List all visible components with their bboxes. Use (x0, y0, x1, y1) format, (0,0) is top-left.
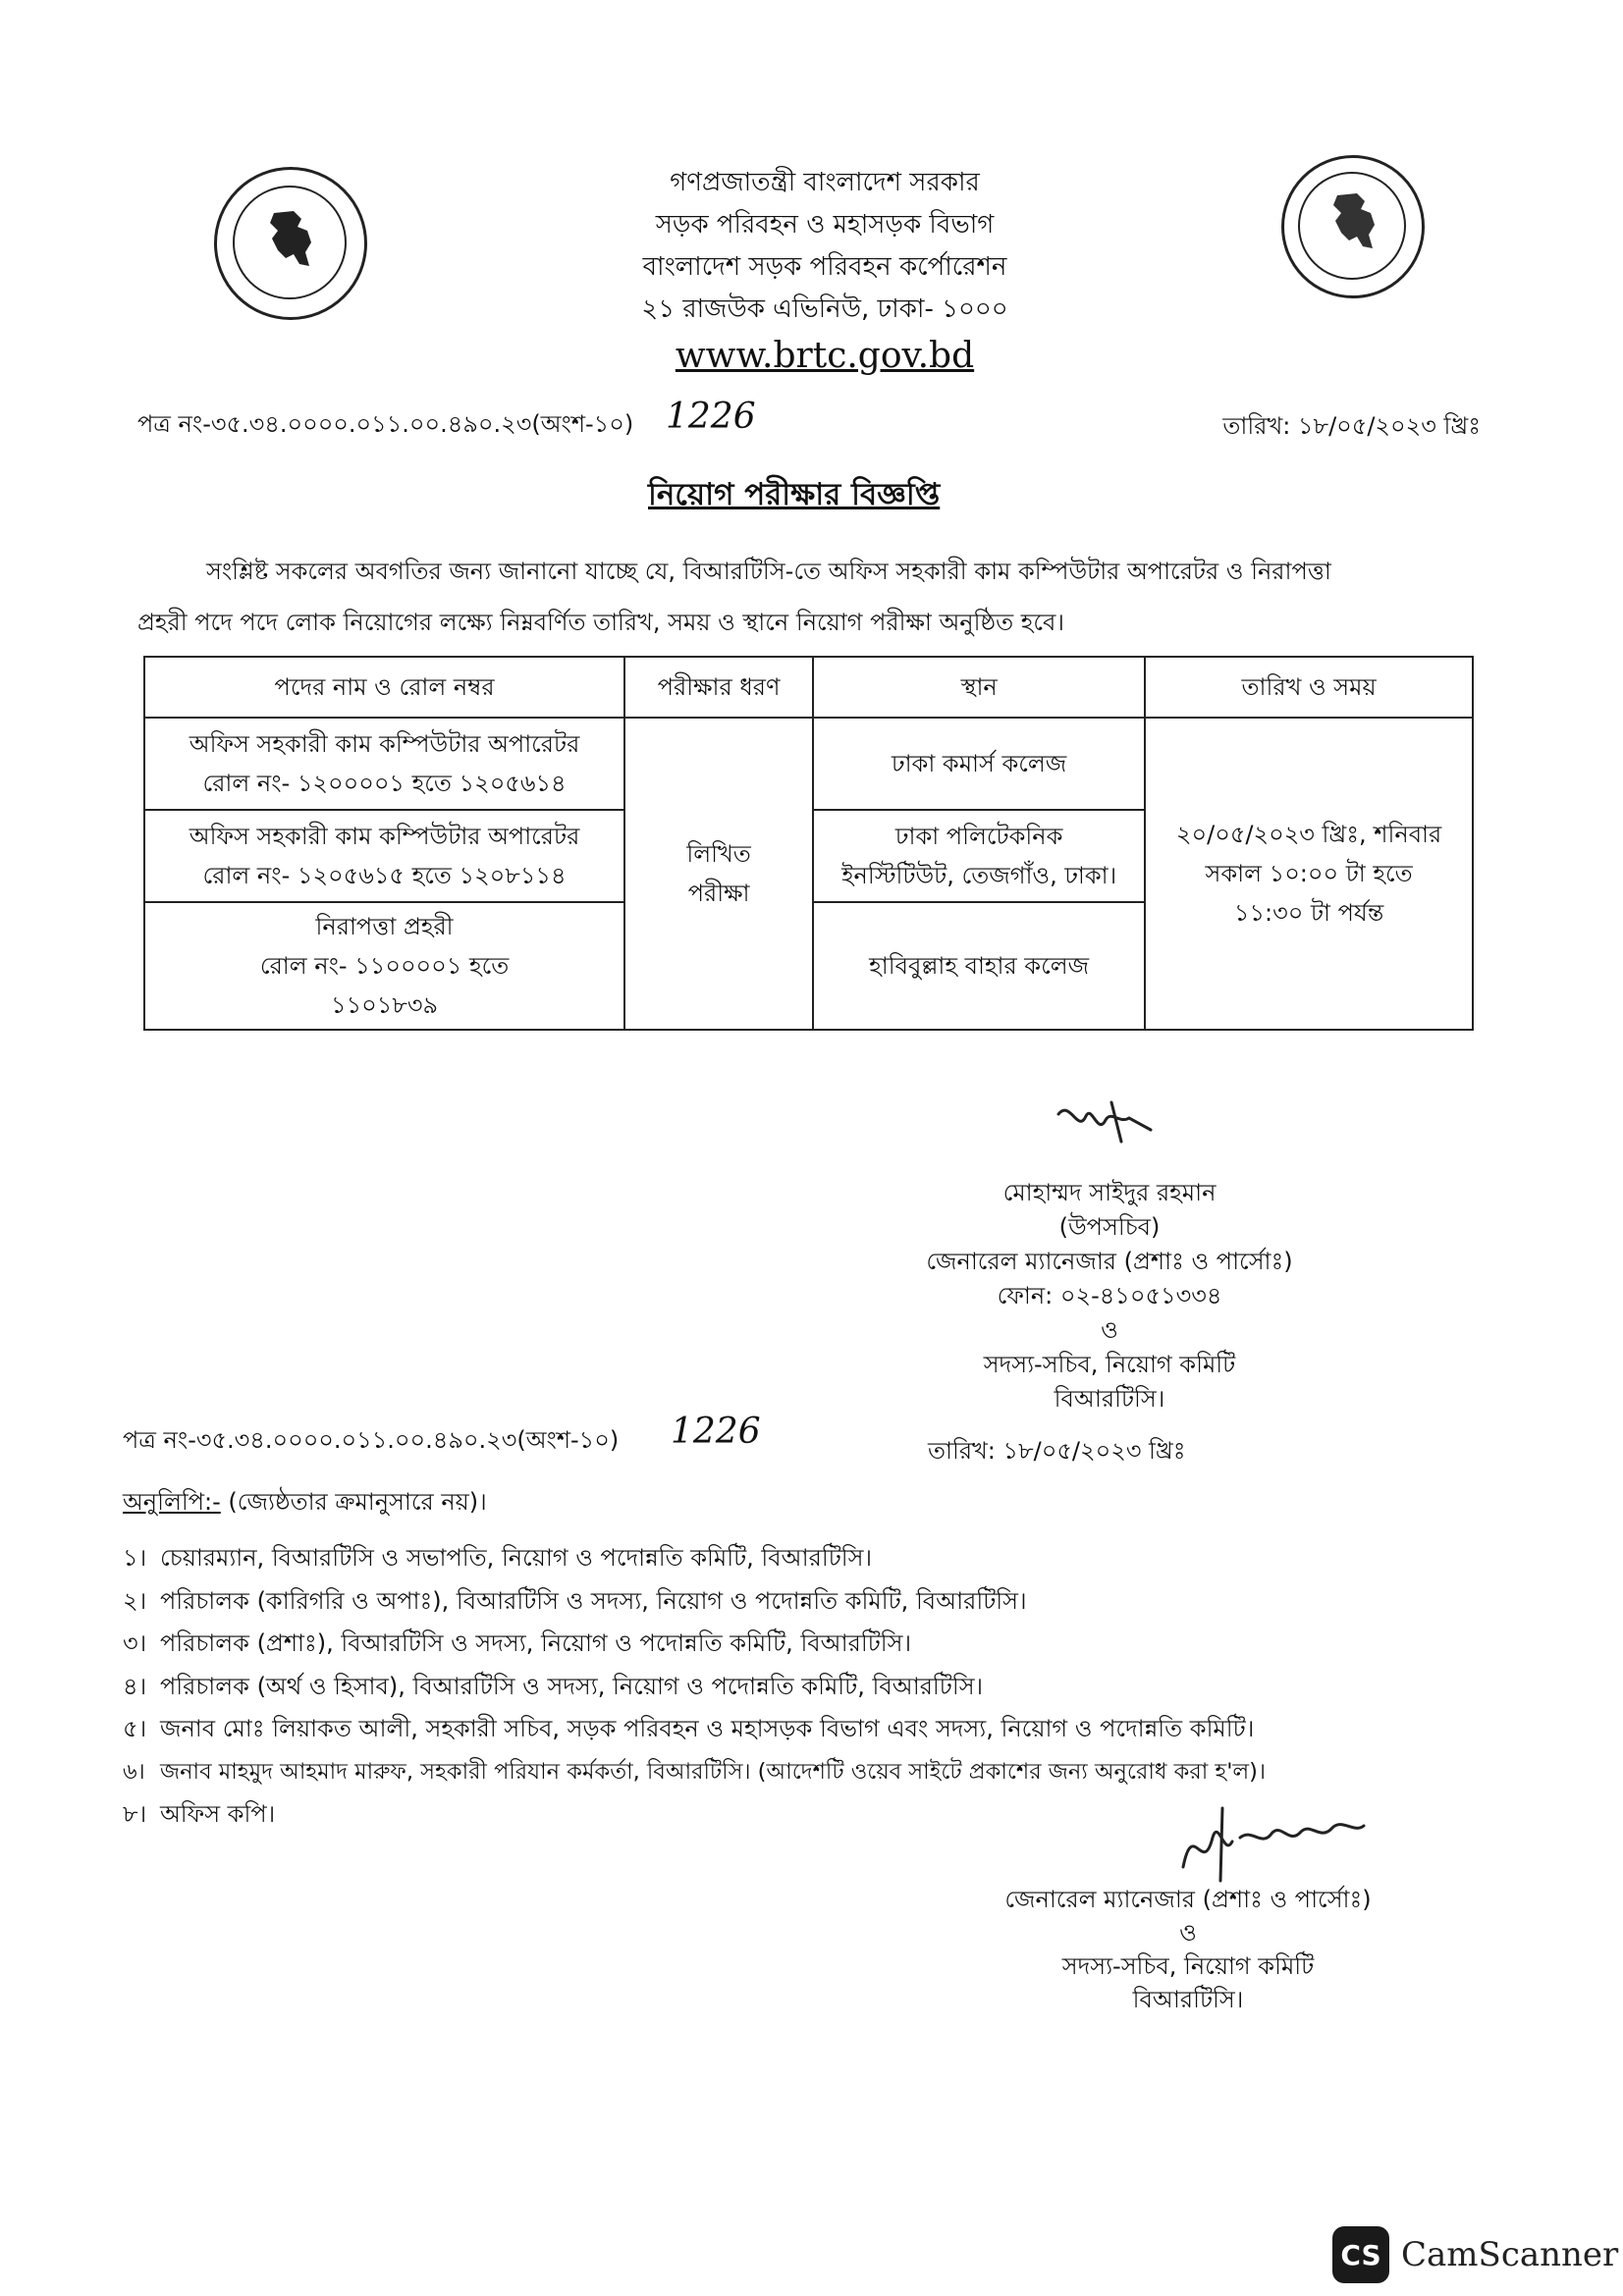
post-name: অফিস সহকারী কাম কম্পিউটার অপারেটর (189, 730, 580, 758)
exam-type-cell (624, 718, 813, 1030)
signature (1051, 1095, 1159, 1153)
bangladesh-map-icon (264, 209, 315, 270)
camscanner-label: CamScanner (1401, 2235, 1619, 2274)
table-header-row (144, 657, 1473, 718)
post-cell (144, 718, 624, 810)
venue-cell: ঢাকা কমার্স কলেজ (813, 718, 1145, 810)
venue-line-1: ঢাকা পলিটেকনিক (894, 823, 1063, 850)
header-line-1: গণপ্রজাতন্ত্রী বাংলাদেশ সরকার (670, 168, 980, 197)
memo-date-copy: তারিখ: ১৮/০৫/২০২৩ খ্রিঃ (928, 1437, 1186, 1465)
post-cell (144, 810, 624, 902)
signatory-and: ও (1101, 1316, 1118, 1344)
post-cell (144, 902, 624, 1030)
header-line-4: ২১ রাজউক এভিনিউ, ঢাকা- ১০০০ (641, 294, 1008, 324)
copies-note: (জ্যেষ্ঠতার ক্রমানুসারে নয়)। (228, 1488, 487, 1516)
exam-end-time: ১১:৩০ টা পর্যন্ত (1233, 899, 1384, 927)
venue-cell (813, 810, 1145, 902)
government-seal-left (214, 167, 367, 320)
handwritten-memo-number: 1226 (666, 397, 756, 437)
list-item: ৪। পরিচালক (অর্থ ও হিসাব), বিআরটিসি ও সদস্য, নিয়োগ ও পদোন্নতি কমিটি, বিআরটিসি। (123, 1672, 984, 1700)
signatory-phone: ফোন: ০২-৪১০৫১৩৩৪ (997, 1282, 1222, 1309)
letterhead (511, 162, 1139, 380)
exam-schedule-table (143, 656, 1474, 1031)
copy-signatory-designation: জেনারেল ম্যানেজার (প্রশাঃ ও পার্সোঃ) (1004, 1886, 1372, 1913)
signature-with-date (1163, 1798, 1370, 1887)
header-post-roll: পদের নাম ও রোল নম্বর (144, 657, 624, 718)
intro-line-1: সংশ্লিষ্ট সকলের অবগতির জন্য জানানো যাচ্ছে যে, বিআরটিসি-তে অফিস সহকারী কাম কম্পিউটার অপারেটর ও নিরাপত্তা (206, 558, 1331, 585)
roll-range: রোল নং- ১২০৫৬১৫ হতে ১২০৮১১৪ (202, 862, 567, 889)
notice-intro (137, 546, 1488, 648)
list-item: ২। পরিচালক (কারিগরি ও অপাঃ), বিআরটিসি ও সদস্য, নিয়োগ ও পদোন্নতি কমিটি, বিআরটিসি। (123, 1586, 1027, 1615)
signatory-name: মোহাম্মদ সাইদুর রহমান (1002, 1179, 1217, 1206)
date-time-cell (1145, 718, 1473, 1030)
memo-date: তারিখ: ১৮/০৫/২০২৩ খ্রিঃ (1222, 412, 1481, 440)
handwritten-memo-number-copy: 1226 (671, 1412, 761, 1452)
header-venue: স্থান (813, 657, 1145, 718)
copies-list (123, 1537, 1266, 1837)
list-item: ১। চেয়ারম্যান, বিআরটিসি ও সভাপতি, নিয়োগ ও পদোন্নতি কমিটি, বিআরটিসি। (123, 1544, 873, 1572)
signatory-designation: জেনারেল ম্যানেজার (প্রশাঃ ও পার্সোঃ) (926, 1248, 1293, 1275)
copies-heading (123, 1484, 487, 1523)
header-exam-type: পরীক্ষার ধরণ (624, 657, 813, 718)
list-item: ৬। জনাব মাহমুদ আহমাদ মারুফ, সহকারী পরিযান কর্মকর্তা, বিআরটিসি। (আদেশটি ওয়েব সাইটে প্রকাশের জন্য অনুরোধ করা হ'ল)। (123, 1758, 1266, 1785)
camscanner-logo-icon: CS (1332, 2226, 1389, 2283)
signatory-rank: (উপসচিব) (1058, 1213, 1161, 1241)
list-item: ৩। পরিচালক (প্রশাঃ), বিআরটিসি ও সদস্য, নিয়োগ ও পদোন্নতি কমিটি, বিআরটিসি। (123, 1629, 912, 1657)
copies-label: অনুলিপি:- (123, 1488, 221, 1516)
exam-type-line-2: পরীক্ষা (687, 880, 750, 907)
roll-range-line-2: ১১০১৮৩৯ (331, 991, 439, 1019)
bangladesh-map-icon (1325, 189, 1379, 254)
venue-line-2: ইনস্টিটিউট, তেজগাঁও, ঢাকা। (841, 862, 1117, 889)
intro-line-2: প্রহরী পদে পদে লোক নিয়োগের লক্ষ্যে নিম্নবর্ণিত তারিখ, সময় ও স্থানে নিয়োগ পরীক্ষা অনুষ্ঠিত হবে। (137, 609, 1064, 636)
copy-signatory-org: বিআরটিসি। (1132, 1986, 1244, 2013)
table-row (144, 718, 1473, 810)
exam-type-line-1: লিখিত (686, 840, 751, 868)
roll-range: রোল নং- ১২০০০০১ হতে ১২০৫৬১৪ (202, 770, 567, 797)
copy-signatory-member: সদস্য-সচিব, নিয়োগ কমিটি (1061, 1952, 1315, 1980)
venue-cell: হাবিবুল্লাহ বাহার কলেজ (813, 902, 1145, 1030)
roll-range-line-1: রোল নং- ১১০০০০১ হতে (259, 952, 510, 980)
header-line-2: সড়ক পরিবহন ও মহাসড়ক বিভাগ (655, 210, 995, 240)
memo-reference: পত্র নং-৩৫.৩৪.০০০০.০১১.০০.৪৯০.২৩(অংশ-১০) (137, 410, 634, 438)
website-link[interactable]: www.brtc.gov.bd (675, 336, 975, 376)
post-name: অফিস সহকারী কাম কম্পিউটার অপারেটর (189, 823, 580, 850)
brtc-seal-right (1281, 155, 1425, 298)
signatory-member: সদস্য-সচিব, নিয়োগ কমিটি (983, 1351, 1236, 1378)
memo-reference-copy: পত্র নং-৩৫.৩৪.০০০০.০১১.০০.৪৯০.২৩(অংশ-১০) (123, 1426, 620, 1454)
list-item: ৮। অফিস কপি। (123, 1800, 276, 1828)
exam-date: ২০/০৫/২০২৩ খ্রিঃ, শনিবার (1175, 821, 1442, 848)
copy-signatory-and: ও (1179, 1919, 1197, 1947)
camscanner-watermark (1332, 2225, 1618, 2284)
signatory-org: বিআরটিসি। (1054, 1385, 1165, 1413)
notice-title: নিয়োগ পরীক্ষার বিজ্ঞপ্তি (648, 477, 941, 512)
post-name: নিরাপত্তা প্রহরী (315, 913, 454, 940)
header-line-3: বাংলাদেশ সড়ক পরিবহন কর্পোরেশন (642, 252, 1007, 282)
signatory-block (864, 1176, 1355, 1416)
copy-signatory-block (972, 1883, 1404, 2016)
list-item: ৫। জনাব মোঃ লিয়াকত আলী, সহকারী সচিব, সড়ক পরিবহন ও মহাসড়ক বিভাগ এবং সদস্য, নিয়োগ ও পদোন্নতি কমিটি। (123, 1715, 1255, 1742)
exam-start-time: সকাল ১০:০০ টা হতে (1205, 860, 1413, 887)
header-date-time: তারিখ ও সময় (1145, 657, 1473, 718)
